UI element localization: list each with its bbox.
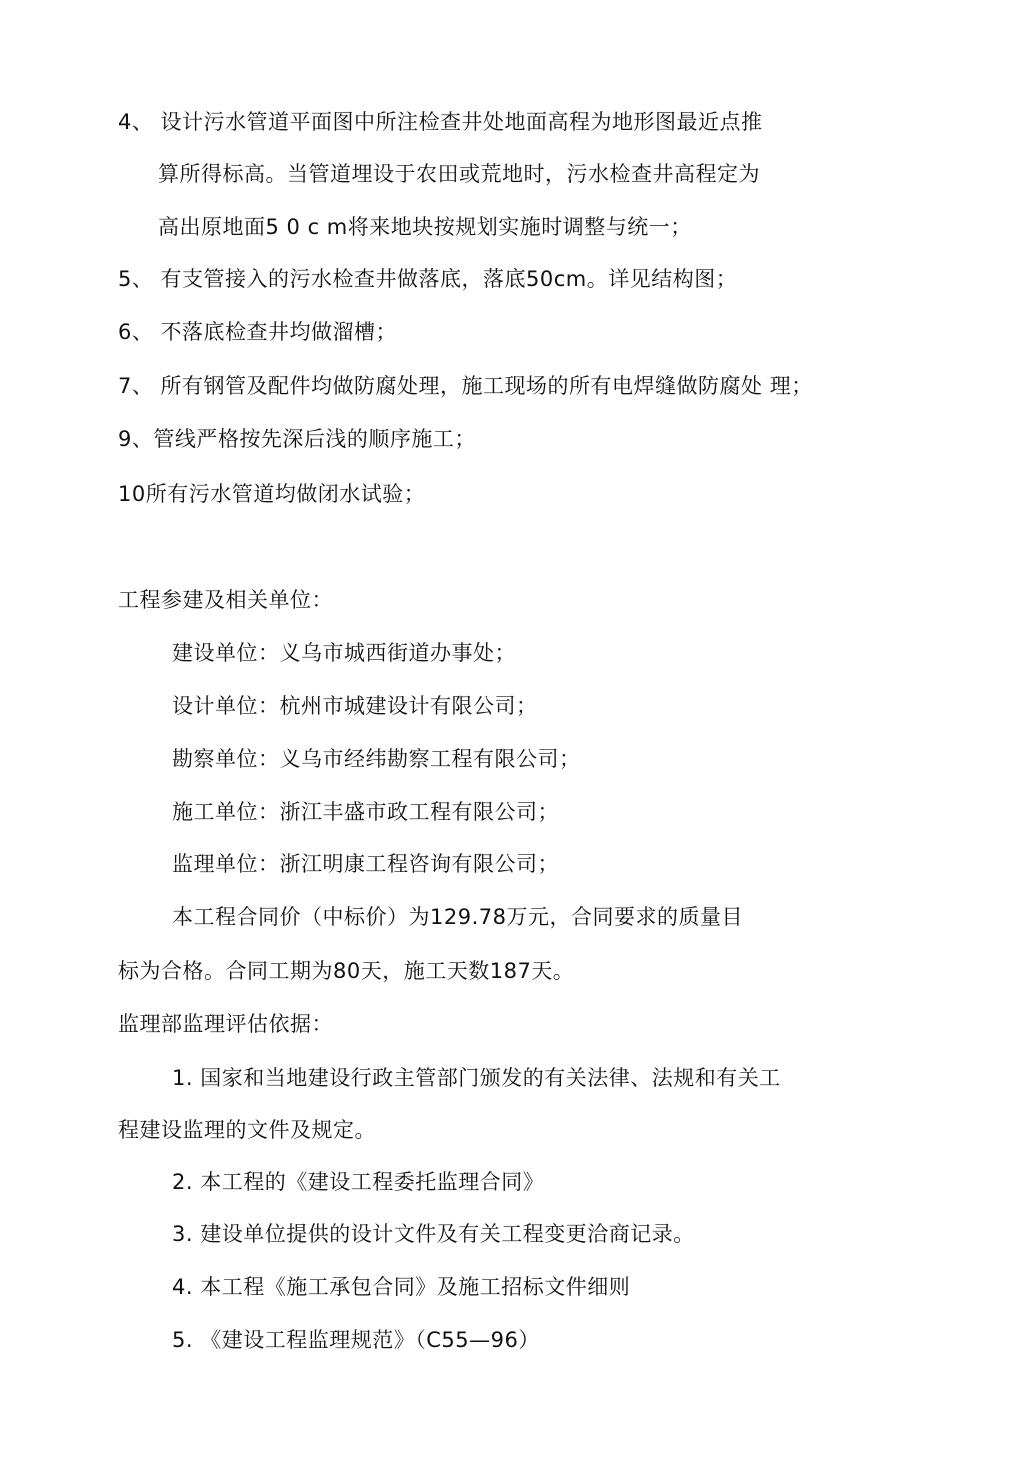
basis-item-1-line-1: 1. 国家和当地建设行政主管部门颁发的有关法律、法规和有关工 [172,1066,781,1090]
basis-item-1-line-2: 程建设监理的文件及规定。 [118,1118,376,1142]
note-item-6: 6、 不落底检查井均做溜槽； [118,320,398,344]
unit-survey: 勘察单位：义乌市经纬勘察工程有限公司； [172,747,581,771]
note-item-4-line-2: 算所得标高。当管道埋设于农田或荒地时，污水检查井高程定为 [158,162,760,186]
basis-heading: 监理部监理评估依据： [118,1012,333,1036]
basis-item-3: 3. 建设单位提供的设计文件及有关工程变更洽商记录。 [172,1222,695,1246]
note-item-7: 7、 所有钢管及配件均做防腐处理，施工现场的所有电焊缝做防腐处 理； [118,374,813,398]
note-item-4-line-3: 高出原地面5 0 c m将来地块按规划实施时调整与统一； [158,215,692,239]
unit-supervisor: 监理单位：浙江明康工程咨询有限公司； [172,852,559,876]
basis-item-4: 4. 本工程《施工承包合同》及施工招标文件细则 [172,1275,631,1299]
note-item-9: 9、管线严格按先深后浅的顺序施工； [118,427,476,451]
basis-item-5: 5. 《建设工程监理规范》（C55—96） [172,1328,540,1352]
basis-item-2: 2. 本工程的《建设工程委托监理合同》 [172,1170,545,1194]
contract-line-2: 标为合格。合同工期为80天，施工天数187天。 [118,959,575,983]
note-item-4-line-1: 4、 设计污水管道平面图中所注检查井处地面高程为地形图最近点推 [118,110,763,134]
contract-line-1: 本工程合同价（中标价）为129.78万元，合同要求的质量目 [172,905,743,929]
units-heading: 工程参建及相关单位： [118,588,333,612]
unit-design: 设计单位：杭州市城建设计有限公司； [172,694,538,718]
unit-construction: 建设单位：义乌市城西街道办事处； [172,641,516,665]
note-item-5: 5、 有支管接入的污水检查井做落底，落底50cm。详见结构图； [118,267,738,291]
note-item-10: 10所有污水管道均做闭水试验； [118,482,426,506]
unit-contractor: 施工单位：浙江丰盛市政工程有限公司； [172,800,559,824]
